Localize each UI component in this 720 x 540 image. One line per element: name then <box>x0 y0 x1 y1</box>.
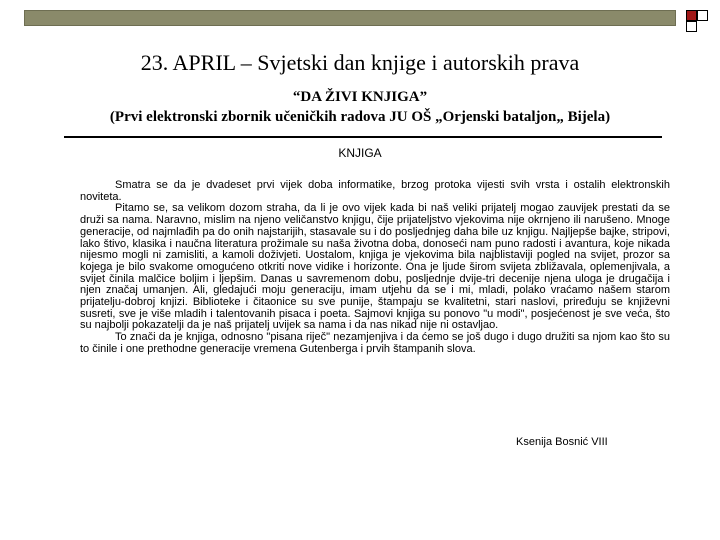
decor-square-red <box>686 10 697 21</box>
body-text <box>80 180 670 356</box>
paragraph: Pitamo se, sa velikom dozom straha, da li je ovo vijek kada bi naš veliki prijatelj mogao zauvijek prestati da se druži sa nama. Naravno, mislim na njeno veličanstvo knjigu, čije prijateljstvo vjekovima nije okrnjeno ili narušeno. Mnoge generacije, od najmlađih pa do onih najstarijih, stasavale su i do posljednjeg daha bile uz knjigu. Najljepše bajke, stripovi, lako štivo, klasika i naučna literatura prožimale su naša životna doba, donoseći nam puno radosti i avantura, koje nikada nijesmo mogli ni zamisliti, a kamoli doživjeti. Uostalom, knjiga je vjekovima bila najblistaviji pogled na svijet, prozor sa kojega je bilo svakome omogućeno otkriti nove vidike i horizonte. Ona je ljude širom svijeta zbližavala, oplemenjivala, a svijet činila malčice boljim i ljepšim. Danas u savremenom dobu, posljednje dvije-tri decenije njena uloga je drugačija i njen značaj umanjen. Ali, gledajući moju generaciju, imam utjehu da se i mi, mladi, polako vraćamo našem starom prijatelju-dobroj knjizi. Biblioteke i čitaonice su sve punije, štampaju se kvalitetni, stari naslovi, priređuju se književni susreti, sve je više mladih i talentovanih pisaca i poeta. Sajmovi knjiga su ponovo "u modi", posjećenost je sve veća, što su najbolji pokazatelji da je naš prijatelj uvijek sa nama i da nas nikad nije ni ostavljao. <box>80 202 670 332</box>
divider-line <box>64 136 662 138</box>
subtitle-line-2: (Prvi elektronski zbornik učeničkih radova JU OŠ „Orjenski bataljon„ Bijela) <box>109 109 611 125</box>
decor-square-white <box>697 10 708 21</box>
paragraph: To znači da je knjiga, odnosno "pisana riječ" nezamjenjiva i da ćemo se još dugo i dugo družiti sa njom kao što su to činile i one prethodne generacije vremena Gutenberga i prvih štampanih slova. <box>80 331 670 355</box>
section-heading: KNJIGA <box>338 146 382 160</box>
paragraph: Smatra se da je dvadeset prvi vijek doba informatike, brzog protoka vijesti svih vrsta i ostalih elektronskih noviteta. <box>80 179 670 203</box>
subtitle-line-1: “DA ŽIVI KNJIGA” <box>292 89 428 105</box>
slide-decor-bar <box>24 10 676 26</box>
slide-title: 23. APRIL – Svjetski dan knjige i autorskih prava <box>140 50 580 75</box>
author-signature: Ksenija Bosnić VIII <box>516 436 608 448</box>
decor-square-white <box>686 21 697 32</box>
